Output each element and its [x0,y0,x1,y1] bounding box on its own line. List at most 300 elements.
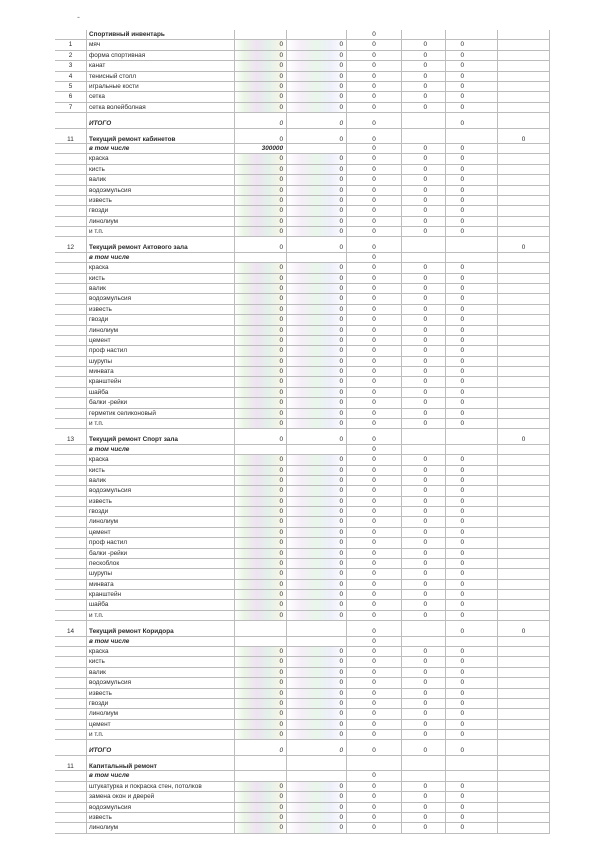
amount-cell-5: 0 [445,730,497,739]
amount-cell-3: 0 [346,792,401,801]
amount-cell-6 [497,51,550,60]
amount-cell-4: 0 [401,486,445,495]
amount-cell-5: 0 [445,507,497,516]
amount-cell-3: 0 [346,196,401,205]
table-row [55,284,550,294]
amount-cell-4: 0 [401,528,445,537]
row-number-cell: 3 [68,62,73,70]
amount-cell-5: 0 [445,538,497,547]
amount-cell-6 [497,517,550,526]
amount-cell-5: 0 [445,196,497,205]
item-name-cell: линолиум [86,326,234,335]
amount-cell-6 [497,274,550,283]
amount-cell-5: 0 [445,782,497,791]
amount-cell-6 [497,528,550,537]
amount-cell-2: 0 [286,61,346,70]
table-row [55,326,550,336]
table-row [55,315,550,325]
section-header-row [55,429,550,445]
amount-cell-2: 0 [286,326,346,335]
row-number-cell: 1 [68,41,73,49]
row-number-cell: 11 [67,762,74,770]
table-row [55,154,550,164]
amount-cell-5: 0 [445,40,497,49]
amount-cell-5: 0 [445,92,497,101]
amount-cell-3: 0 [346,336,401,345]
row-number-cell [55,175,86,184]
amount-cell-2: 0 [286,409,346,418]
item-name-cell: в том числе [86,445,234,454]
amount-cell-1: 0 [234,528,286,537]
amount-cell-6 [497,315,550,324]
row-number-cell [55,528,86,537]
row-number-cell [55,206,86,215]
amount-cell-3: 0 [346,263,401,272]
amount-cell-2: 0 [286,497,346,506]
amount-cell-2: 0 [286,113,346,128]
amount-cell-5: 0 [445,559,497,568]
item-name-cell: кранштейн [86,377,234,386]
amount-cell-1: 0 [234,476,286,485]
row-number-cell: 7 [68,103,73,111]
amount-cell-2: 0 [286,549,346,558]
amount-cell-5: 0 [445,206,497,215]
amount-cell-4 [401,113,445,128]
amount-cell-1: 0 [234,823,286,832]
item-name-cell: гвозди [86,206,234,215]
amount-cell-5: 0 [445,792,497,801]
amount-cell-5: 0 [445,740,497,755]
amount-cell-5: 0 [445,657,497,666]
amount-cell-6 [497,497,550,506]
amount-cell-3: 0 [346,657,401,666]
amount-cell-4: 0 [401,377,445,386]
item-name-cell: водоэмульсия [86,803,234,812]
table-row [55,466,550,476]
item-name-cell: известь [86,305,234,314]
amount-cell-3: 0 [346,517,401,526]
amount-cell-6 [497,730,550,739]
amount-cell-3: 0 [346,466,401,475]
amount-cell-2: 0 [286,154,346,163]
amount-cell-2: 0 [286,699,346,708]
amount-cell-5: 0 [445,823,497,832]
amount-cell-2: 0 [286,237,346,252]
amount-cell-4 [401,637,445,646]
amount-cell-3: 0 [346,103,401,112]
row-number-cell [55,771,86,780]
amount-cell-6 [497,30,550,39]
amount-cell-4: 0 [401,466,445,475]
amount-cell-2: 0 [286,419,346,428]
row-number-cell [55,326,86,335]
amount-cell-2: 0 [286,720,346,729]
amount-cell-6 [497,92,550,101]
amount-cell-1: 0 [234,569,286,578]
subtotal-row [55,637,550,647]
amount-cell-3: 0 [346,82,401,91]
total-row [55,740,550,756]
amount-cell-1: 0 [234,315,286,324]
amount-cell-2: 0 [286,40,346,49]
table-row [55,559,550,569]
amount-cell-6 [497,782,550,791]
amount-cell-1: 0 [234,559,286,568]
amount-cell-3: 0 [346,538,401,547]
row-number-cell [55,611,86,620]
amount-cell-1: 0 [234,668,286,677]
amount-cell-5: 0 [445,590,497,599]
amount-cell-2: 0 [286,782,346,791]
amount-cell-3: 0 [346,782,401,791]
amount-cell-2 [286,771,346,780]
amount-cell-5: 0 [445,621,497,636]
table-row [55,294,550,304]
row-number-cell [55,678,86,687]
table-row [55,538,550,548]
table-row [55,647,550,657]
amount-cell-4: 0 [401,455,445,464]
amount-cell-4: 0 [401,580,445,589]
amount-cell-4: 0 [401,227,445,236]
amount-cell-5: 0 [445,367,497,376]
amount-cell-6 [497,175,550,184]
item-name-cell: Текущий ремонт Актового зала [86,237,234,252]
item-name-cell: шурупы [86,357,234,366]
amount-cell-5: 0 [445,72,497,81]
amount-cell-3: 0 [346,253,401,262]
item-name-cell: герметик селиконовый [86,409,234,418]
table-row [55,227,550,237]
amount-cell-1: 0 [234,61,286,70]
row-number-cell: 14 [66,628,75,636]
amount-cell-2: 0 [286,274,346,283]
amount-cell-2: 0 [286,357,346,366]
amount-cell-6: 0 [497,621,550,636]
amount-cell-5: 0 [445,82,497,91]
item-name-cell: балки -рейки [86,549,234,558]
table-row [55,689,550,699]
amount-cell-4: 0 [401,823,445,832]
table-row [55,346,550,356]
table-row [55,709,550,719]
row-number-cell [55,507,86,516]
item-name-cell: валик [86,175,234,184]
item-name-cell: краска [86,647,234,656]
row-number-cell: 5 [68,82,73,90]
item-name-cell: шурупы [86,569,234,578]
amount-cell-3: 0 [346,346,401,355]
table-row [55,186,550,196]
amount-cell-1: 0 [234,678,286,687]
row-number-cell [55,253,86,262]
amount-cell-3: 0 [346,51,401,60]
amount-cell-2: 0 [286,305,346,314]
item-name-cell: минвата [86,367,234,376]
amount-cell-5 [445,253,497,262]
amount-cell-3: 0 [346,92,401,101]
amount-cell-4: 0 [401,284,445,293]
amount-cell-4: 0 [401,196,445,205]
amount-cell-5: 0 [445,165,497,174]
amount-cell-6 [497,740,550,755]
amount-cell-1: 0 [234,486,286,495]
amount-cell-2: 0 [286,217,346,226]
amount-cell-1: 0 [234,730,286,739]
amount-cell-1: 0 [234,657,286,666]
amount-cell-4: 0 [401,357,445,366]
amount-cell-6 [497,72,550,81]
amount-cell-2 [286,30,346,39]
amount-cell-6 [497,771,550,780]
amount-cell-5: 0 [445,486,497,495]
amount-cell-4: 0 [401,476,445,485]
item-name-cell: минвата [86,580,234,589]
amount-cell-3: 0 [346,678,401,687]
amount-cell-4: 0 [401,398,445,407]
amount-cell-5: 0 [445,476,497,485]
amount-cell-1: 0 [234,367,286,376]
row-number-cell [55,305,86,314]
amount-cell-2: 0 [286,600,346,609]
amount-cell-6 [497,559,550,568]
amount-cell-1: 0 [234,129,286,144]
amount-cell-1: 0 [234,538,286,547]
amount-cell-5: 0 [445,455,497,464]
amount-cell-3: 0 [346,274,401,283]
row-number-cell [55,336,86,345]
amount-cell-6: 0 [497,429,550,444]
row-number-cell [55,113,86,128]
table-row [55,823,550,833]
amount-cell-1: 0 [234,709,286,718]
amount-cell-3: 0 [346,730,401,739]
item-name-cell: и т.п. [86,611,234,620]
amount-cell-4: 0 [401,154,445,163]
amount-cell-3: 0 [346,186,401,195]
amount-cell-3: 0 [346,720,401,729]
amount-cell-6 [497,445,550,454]
amount-cell-3: 0 [346,237,401,252]
amount-cell-2: 0 [286,538,346,547]
amount-cell-6 [497,398,550,407]
amount-cell-3: 0 [346,40,401,49]
amount-cell-5: 0 [445,346,497,355]
amount-cell-1: 0 [234,647,286,656]
amount-cell-6 [497,294,550,303]
amount-cell-4: 0 [401,326,445,335]
table-row [55,600,550,610]
amount-cell-4: 0 [401,165,445,174]
item-name-cell: водоэмульсия [86,186,234,195]
table-row [55,377,550,387]
amount-cell-2: 0 [286,92,346,101]
table-row [55,580,550,590]
row-number-cell [55,165,86,174]
row-number-cell: 4 [68,72,73,80]
amount-cell-4: 0 [401,611,445,620]
amount-cell-2: 0 [286,72,346,81]
amount-cell-3: 0 [346,206,401,215]
amount-cell-4: 0 [401,315,445,324]
item-name-cell: цемент [86,336,234,345]
amount-cell-4: 0 [401,346,445,355]
amount-cell-5 [445,237,497,252]
amount-cell-2: 0 [286,647,346,656]
amount-cell-1: 0 [234,813,286,822]
amount-cell-4 [401,237,445,252]
item-name-cell: ИТОГО [86,740,234,755]
table-row [55,528,550,538]
amount-cell-6 [497,549,550,558]
amount-cell-1: 0 [234,40,286,49]
amount-cell-1: 0 [234,196,286,205]
amount-cell-1: 0 [234,305,286,314]
row-number-cell [55,538,86,547]
amount-cell-3: 0 [346,284,401,293]
amount-cell-6 [497,346,550,355]
amount-cell-1: 0 [234,419,286,428]
amount-cell-5: 0 [445,305,497,314]
table-row [55,813,550,823]
amount-cell-6 [497,668,550,677]
amount-cell-4: 0 [401,92,445,101]
item-name-cell: цемент [86,720,234,729]
amount-cell-5 [445,637,497,646]
amount-cell-3: 0 [346,388,401,397]
amount-cell-3: 0 [346,367,401,376]
row-number-cell [55,274,86,283]
amount-cell-1: 0 [234,274,286,283]
amount-cell-4: 0 [401,305,445,314]
subtotal-row [55,445,550,455]
amount-cell-5: 0 [445,294,497,303]
row-number-cell [55,709,86,718]
amount-cell-2: 0 [286,709,346,718]
amount-cell-6 [497,689,550,698]
row-number-cell: 12 [66,244,75,252]
table-row [55,196,550,206]
amount-cell-1: 0 [234,611,286,620]
amount-cell-3: 0 [346,409,401,418]
amount-cell-6 [497,538,550,547]
amount-cell-6 [497,388,550,397]
amount-cell-4: 0 [401,409,445,418]
amount-cell-2: 0 [286,377,346,386]
amount-cell-3: 0 [346,507,401,516]
amount-cell-2: 0 [286,528,346,537]
table-row [55,549,550,559]
row-number-cell [55,315,86,324]
amount-cell-4: 0 [401,51,445,60]
item-name-cell: форма спортивная [86,51,234,60]
amount-cell-5: 0 [445,497,497,506]
amount-cell-3: 0 [346,486,401,495]
amount-cell-5: 0 [445,398,497,407]
amount-cell-5: 0 [445,419,497,428]
amount-cell-6 [497,263,550,272]
amount-cell-4: 0 [401,175,445,184]
amount-cell-6 [497,611,550,620]
item-name-cell: в том числе [86,253,234,262]
amount-cell-3: 0 [346,113,401,128]
row-number-cell [55,600,86,609]
item-name-cell: известь [86,196,234,205]
amount-cell-4: 0 [401,699,445,708]
amount-cell-5: 0 [445,803,497,812]
amount-cell-4: 0 [401,497,445,506]
item-name-cell: шайба [86,600,234,609]
table-row [55,357,550,367]
item-name-cell: игральные кости [86,82,234,91]
amount-cell-6 [497,720,550,729]
row-number-cell: 6 [68,93,73,101]
amount-cell-2: 0 [286,294,346,303]
amount-cell-5: 0 [445,517,497,526]
table-row [55,398,550,408]
amount-cell-4: 0 [401,538,445,547]
row-number-cell [55,388,86,397]
amount-cell-3: 0 [346,429,401,444]
category-row [55,30,550,40]
row-number-cell [55,476,86,485]
item-name-cell: валик [86,284,234,293]
item-name-cell: шайба [86,388,234,397]
amount-cell-4: 0 [401,600,445,609]
row-number-cell: 13 [66,436,75,444]
amount-cell-3: 0 [346,72,401,81]
amount-cell-5: 0 [445,274,497,283]
amount-cell-1: 0 [234,326,286,335]
amount-cell-3: 0 [346,227,401,236]
amount-cell-3: 0 [346,61,401,70]
amount-cell-6 [497,165,550,174]
amount-cell-2: 0 [286,569,346,578]
row-number-cell [55,569,86,578]
item-name-cell: известь [86,689,234,698]
item-name-cell: валик [86,668,234,677]
table-row [55,782,550,792]
amount-cell-5 [445,129,497,144]
amount-cell-2: 0 [286,388,346,397]
amount-cell-2: 0 [286,590,346,599]
table-row [55,72,550,82]
amount-cell-1 [234,30,286,39]
item-name-cell: канат [86,61,234,70]
row-number-cell [55,668,86,677]
amount-cell-2: 0 [286,346,346,355]
section-header-row [55,621,550,637]
amount-cell-4 [401,129,445,144]
item-name-cell: Текущий ремонт Коридора [86,621,234,636]
item-name-cell: водоэмульсия [86,294,234,303]
amount-cell-1 [234,771,286,780]
table-row [55,336,550,346]
row-number-cell [55,782,86,791]
item-name-cell: краска [86,263,234,272]
table-row [55,611,550,621]
amount-cell-5: 0 [445,315,497,324]
amount-cell-5: 0 [445,813,497,822]
amount-cell-5: 0 [445,668,497,677]
amount-cell-1: 0 [234,294,286,303]
amount-cell-5: 0 [445,326,497,335]
amount-cell-2: 0 [286,336,346,345]
row-number-cell [55,398,86,407]
row-number-cell [55,559,86,568]
amount-cell-1: 0 [234,689,286,698]
item-name-cell: и т.п. [86,419,234,428]
